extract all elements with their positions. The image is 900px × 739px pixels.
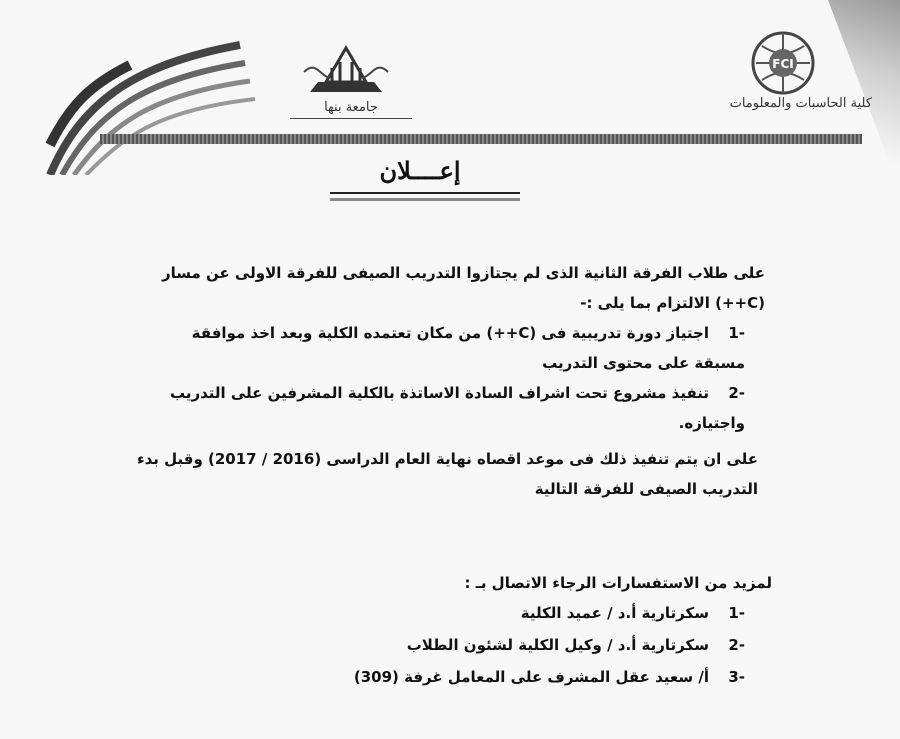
requirement-item bbox=[165, 318, 745, 378]
requirement-item bbox=[160, 378, 745, 438]
contact-text: أ/ سعيد عقل المشرف على المعامل غرفة (309) bbox=[353, 668, 709, 686]
scan-edge-shadow bbox=[810, 0, 900, 190]
requirement-number: -1 bbox=[728, 324, 745, 342]
contact-number: -2 bbox=[728, 636, 745, 654]
header-divider-bar bbox=[100, 134, 862, 144]
contact-text: سكرتارية أ.د / وكيل الكلية لشئون الطلاب bbox=[406, 636, 709, 654]
contact-item bbox=[300, 630, 745, 660]
deadline-paragraph: على ان يتم تنفيذ ذلك فى موعد اقصاه نهاية العام الدراسى (2016 / 2017) وقبل بدء التدريب الصيفى للفرقة التالية bbox=[136, 450, 758, 498]
requirement-text: تنفيذ مشروع تحت اشراف السادة الاساتذة بالكلية المشرفين على التدريب واجتيازه. bbox=[169, 384, 745, 432]
requirement-text: اجتياز دورة تدريبية فى (C++) من مكان تعتمده الكلية وبعد اخذ موافقة مسبقة على محتوى التدريب bbox=[191, 324, 745, 372]
requirement-number: -2 bbox=[728, 384, 745, 402]
contact-number: -1 bbox=[728, 604, 745, 622]
contact-item bbox=[300, 662, 745, 692]
university-name-underline bbox=[290, 118, 412, 119]
contact-heading: لمزيد من الاستفسارات الرجاء الاتصال بـ : bbox=[464, 574, 772, 592]
announcement-title: إعــــلان bbox=[379, 156, 461, 185]
fci-logo-text: FCI bbox=[772, 57, 794, 71]
university-logo-icon bbox=[300, 42, 392, 97]
contact-item bbox=[300, 598, 745, 628]
contact-text: سكرتارية أ.د / عميد الكلية bbox=[520, 604, 709, 622]
university-name: جامعة بنها bbox=[324, 100, 378, 115]
decorative-swoosh-icon bbox=[40, 25, 270, 175]
intro-paragraph: على طلاب الفرقة الثانية الذى لم يجتازوا التدريب الصيفى للفرقة الاولى عن مسار (C++) الالتزام بما يلى :- bbox=[161, 264, 765, 312]
contact-number: -3 bbox=[728, 668, 745, 686]
title-underline bbox=[330, 192, 520, 198]
faculty-name: كلية الحاسبات والمعلومات bbox=[729, 96, 872, 111]
fci-logo-icon bbox=[748, 28, 818, 98]
